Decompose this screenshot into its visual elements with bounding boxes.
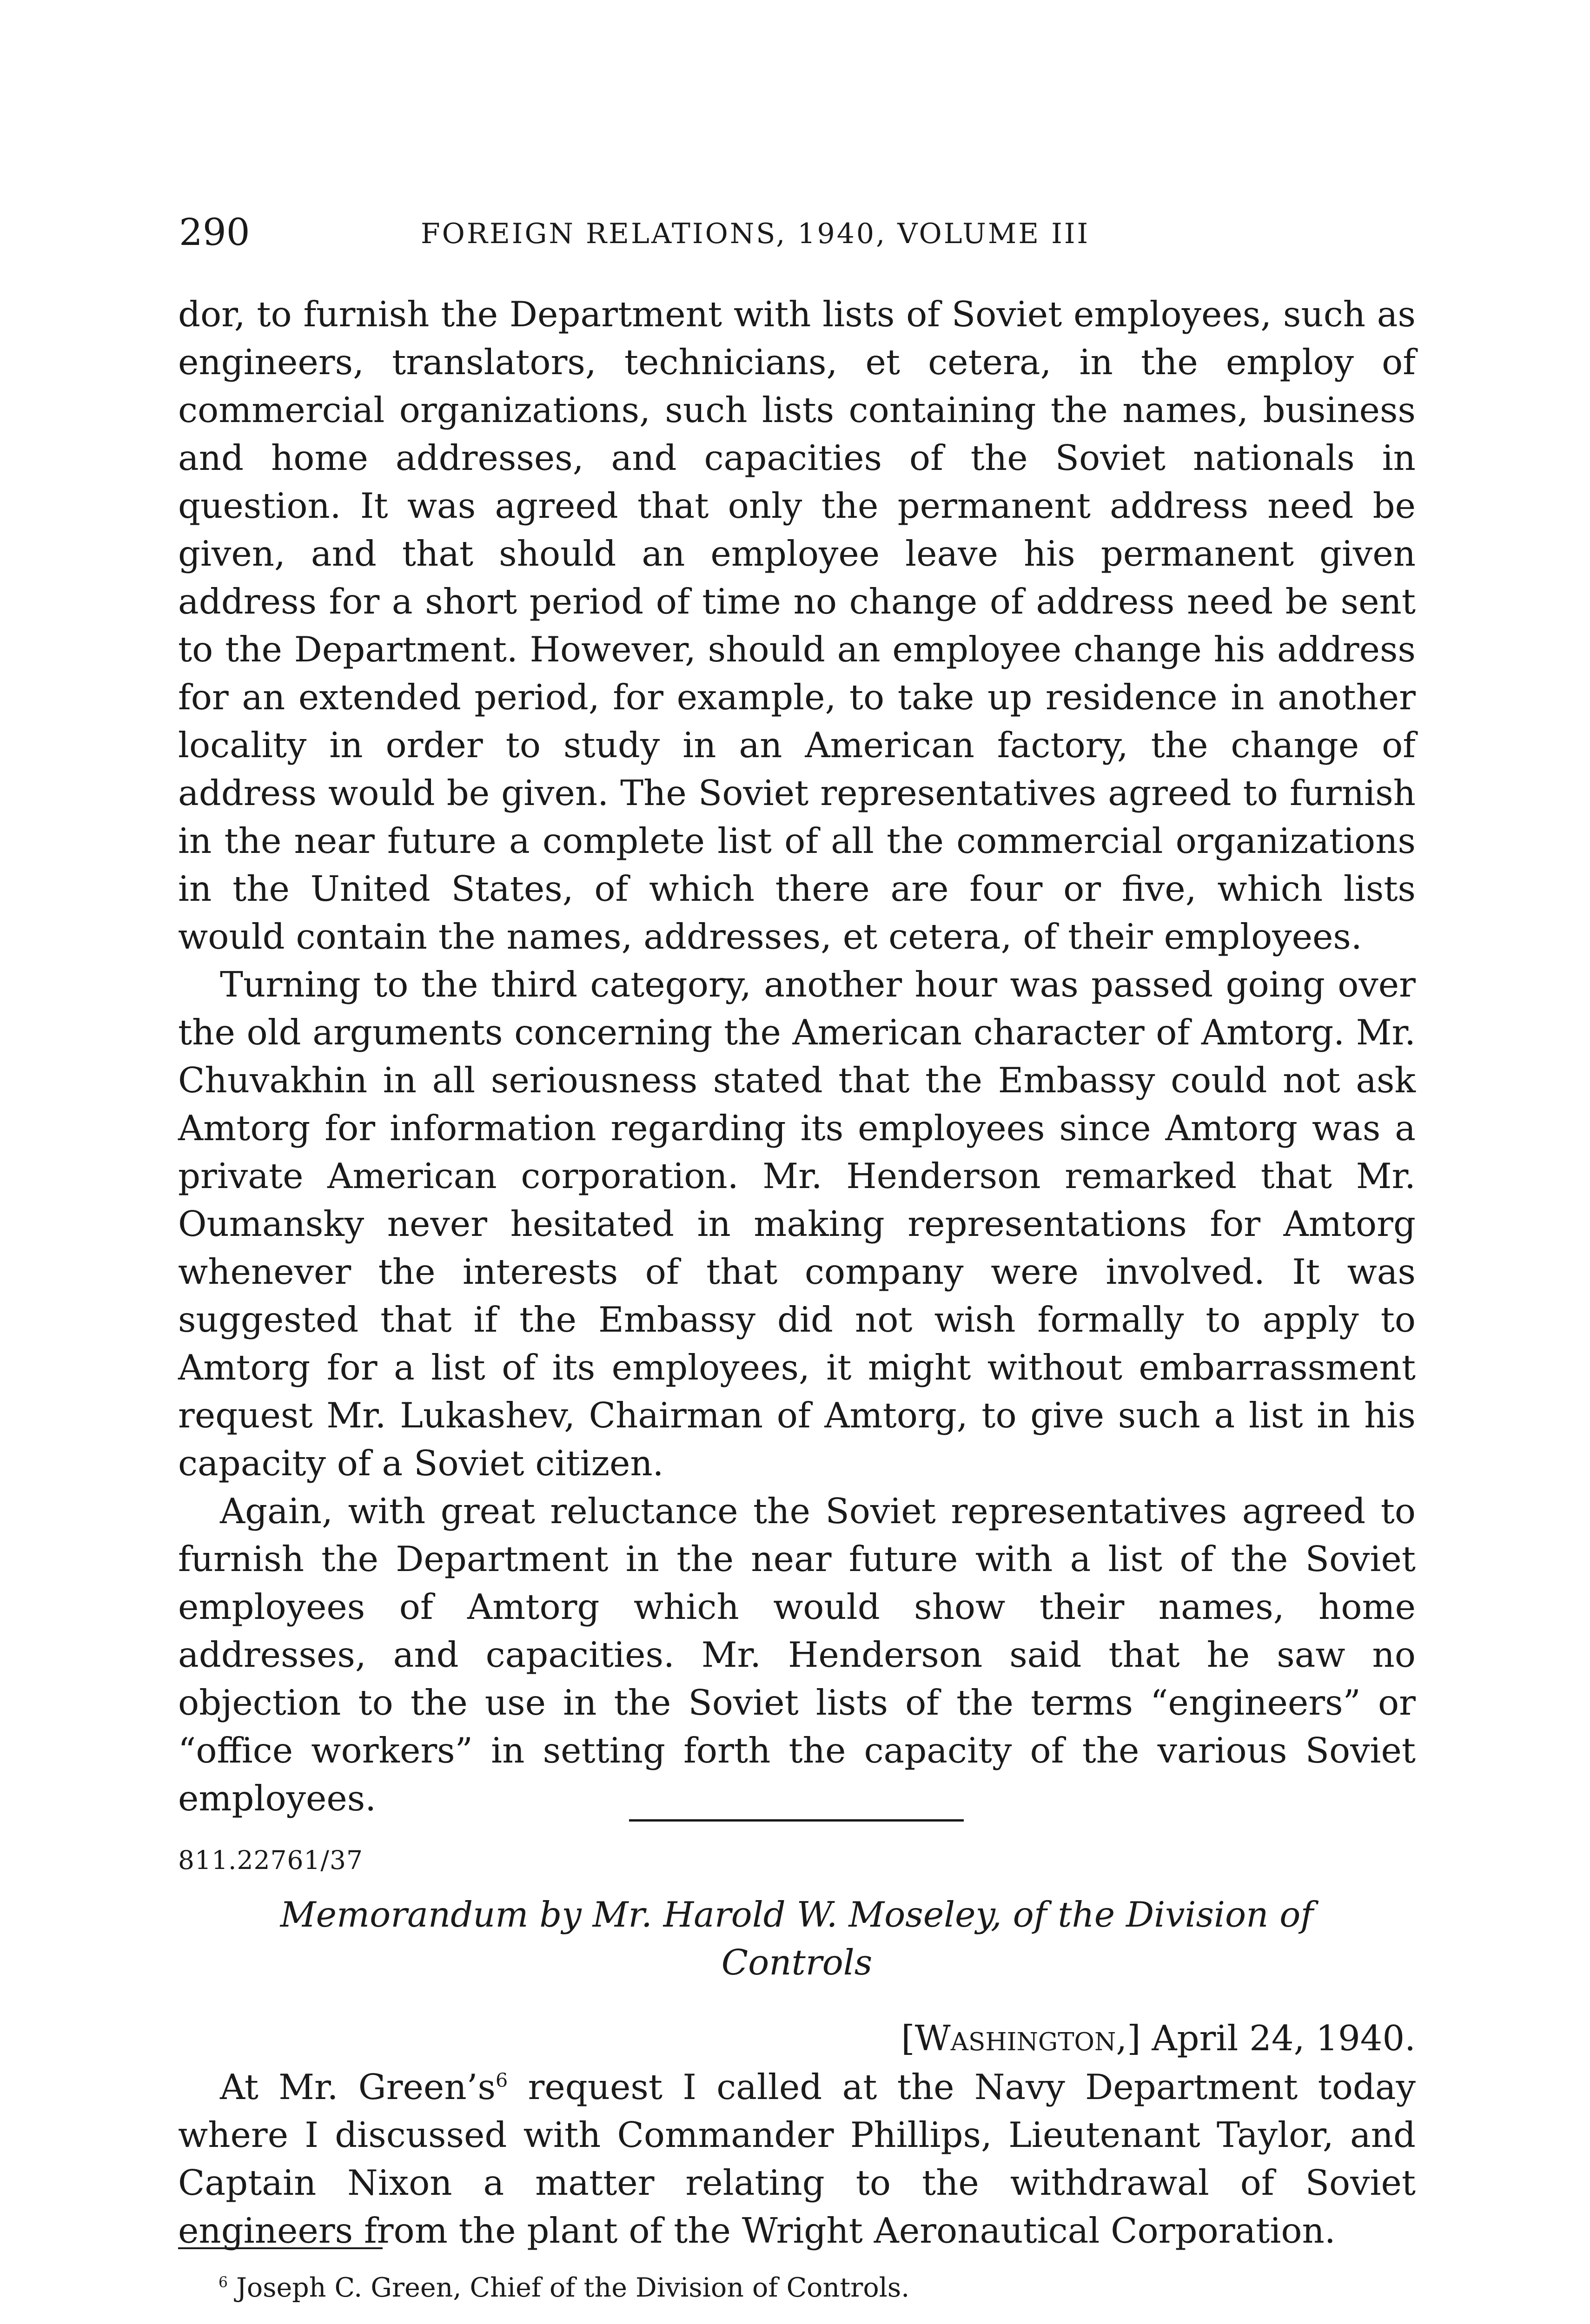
running-head [179, 207, 1416, 258]
body-text [178, 290, 1416, 1822]
body-paragraph [178, 2063, 1416, 2255]
journal-title: FOREIGN RELATIONS, 1940, VOLUME III [421, 218, 1090, 250]
page-number: 290 [179, 211, 250, 254]
body-paragraph: dor, to furnish the Department with lists of Soviet employees, such as engineers, translators, technicians, et cetera, in the employ of commercial organizations, such lists containing the names, business and home addresses, and capacities of the Soviet nationals in question. It was agreed that only the permanent address need be given, and that should an employee leave his permanent given address for a short period of time no change of address need be sent to the Department. However, should an employee change his address for an extended period, for example, to take up residence in another locality in order to study in an American factory, the change of address would be given. The Soviet representatives agreed to furnish in the near future a complete list of all the commercial organizations in the United States, of which there are four or five, which lists would contain the names, addresses, et cetera, of their employees. [178, 294, 1416, 957]
dateline-place: Washington [914, 2018, 1116, 2059]
paragraph-start: At Mr. Green’s [220, 2067, 496, 2107]
memorandum-body [178, 2063, 1416, 2255]
footnote-text: Joseph C. Green, Chief of the Division of Controls. [227, 2272, 910, 2303]
paragraph-rest: request I called at the Navy Department today where I discussed with Commander Phillips, Lieutenant Taylor, and Captain Nixon a matter relating to the withdrawal of Soviet engineers from the plant of the Wright Aeronautical Corporation. [178, 2067, 1416, 2251]
footnote-marker: 6 [219, 2274, 228, 2291]
dateline-date: ,] April 24, 1940. [1116, 2018, 1416, 2059]
memorandum-title [178, 1891, 1416, 1987]
dateline [901, 2014, 1416, 2062]
body-paragraph: Again, with great reluctance the Soviet representatives agreed to furnish the Department in the near future with a list of the Soviet employees of Amtorg which would show their names, home addresses, and capacities. Mr. Henderson said that he saw no objection to the use in the Soviet lists of the terms “engineers” or “office workers” in setting forth the capacity of the various Soviet employees. [178, 1491, 1416, 1819]
footnote-rule [178, 2247, 383, 2249]
memorandum-title-line: Controls [721, 1942, 873, 1983]
memorandum-title-line: Memorandum by Mr. Harold W. Moseley, of the Division of [280, 1894, 1314, 1935]
footnote-reference: 6 [495, 2069, 508, 2092]
dateline-bracket: [ [901, 2018, 915, 2059]
body-paragraph: Turning to the third category, another hour was passed going over the old arguments concerning the American character of Amtorg. Mr. Chuvakhin in all seriousness stated that the Embassy could not ask Amtorg for information regarding its employees since Amtorg was a private American corporation. Mr. Henderson remarked that Mr. Oumansky never hesitated in making representations for Amtorg whenever the interests of that company were involved. It was suggested that if the Embassy did not wish formally to apply to Amtorg for a list of its employees, it might without embarrassment request Mr. Lukashev, Chairman of Amtorg, to give such a list in his capacity of a Soviet citizen. [178, 964, 1416, 1484]
footnote [219, 2268, 909, 2308]
file-number: 811.22761/37 [178, 1845, 363, 1875]
section-divider [629, 1819, 964, 1822]
